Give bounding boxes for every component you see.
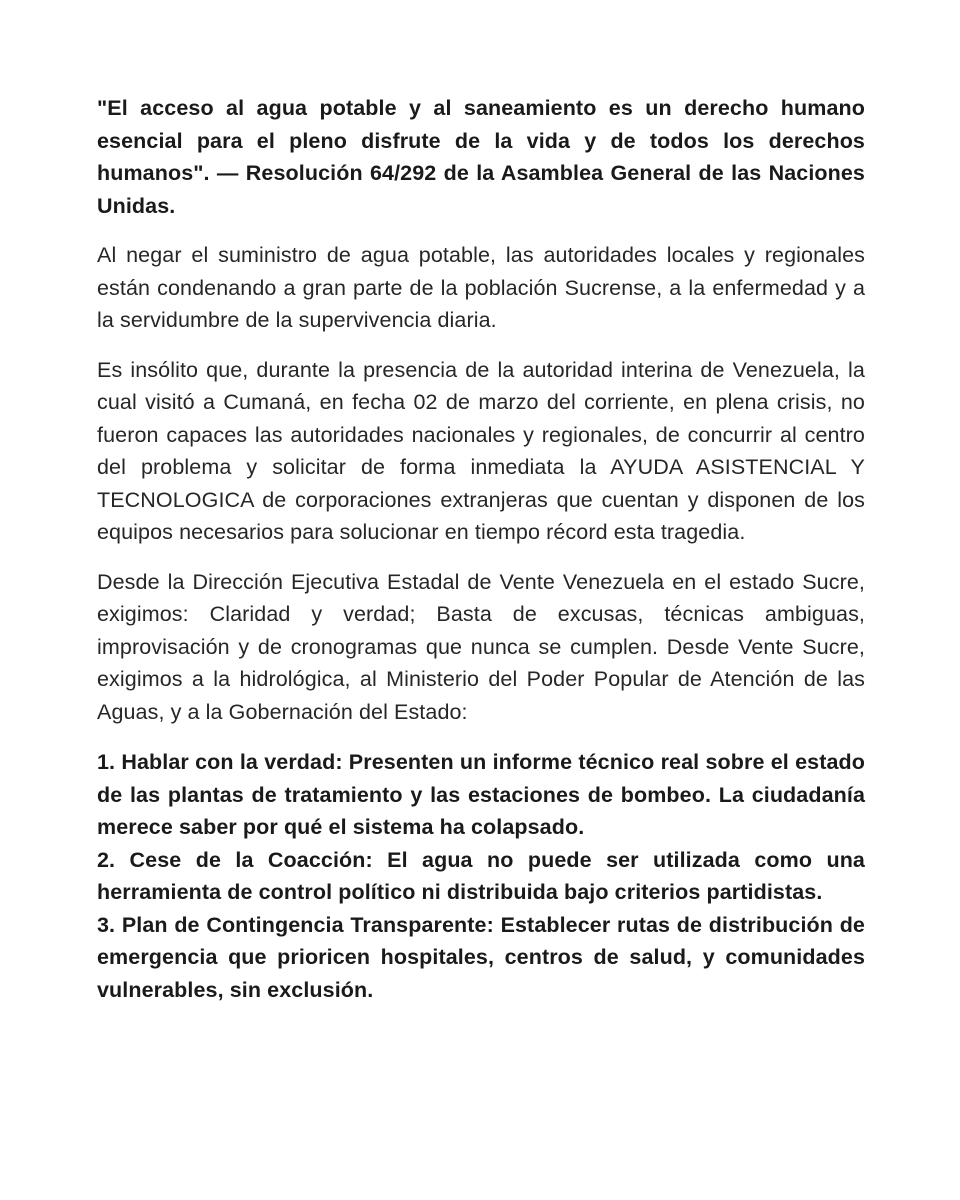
demand-item-no-coercion: 2. Cese de la Coacción: El agua no puede ser utilizada como una herramienta de control político ni distribuida bajo criterios partidistas. xyxy=(97,847,865,904)
paragraph-denial-of-water: Al negar el suministro de agua potable, las autoridades locales y regionales están condenando a gran parte de la población Sucrense, a la enfermedad y a la servidumbre de la supervivencia diaria. xyxy=(97,243,865,332)
document-page xyxy=(97,92,865,1006)
paragraph-interim-authority-visit: Es insólito que, durante la presencia de la autoridad interina de Venezuela, la cual visitó a Cumaná, en fecha 02 de marzo del corriente, en plena crisis, no fueron capaces las autoridades nacionales y regionales, de concurrir al centro del problema y solicitar de forma inmediata la AYUDA ASISTENCIAL Y TECNOLOGICA de corporaciones extranjeras que cuentan y disponen de los equipos necesarios para solucionar en tiempo récord esta tragedia. xyxy=(97,357,865,544)
demands-list xyxy=(97,746,865,1006)
demand-item-contingency-plan: 3. Plan de Contingencia Transparente: Establecer rutas de distribución de emergencia que prioricen hospitales, centros de salud, y comunidades vulnerables, sin exclusión. xyxy=(97,912,865,1002)
paragraph-vente-demands-intro: Desde la Dirección Ejecutiva Estadal de Vente Venezuela en el estado Sucre, exigimos: Claridad y verdad; Basta de excusas, técnicas ambiguas, improvisación y de cronogramas que nunca se cumplen. Desde Vente Sucre, exigimos a la hidrológica, al Ministerio del Poder Popular de Atención de las Aguas, y a la Gobernación del Estado: xyxy=(97,569,865,724)
demand-item-truth: 1. Hablar con la verdad: Presenten un informe técnico real sobre el estado de las plantas de tratamiento y las estaciones de bombeo. La ciudadanía merece saber por qué el sistema ha colapsado. xyxy=(97,750,865,839)
un-resolution-quote: "El acceso al agua potable y al saneamiento es un derecho humano esencial para el pleno disfrute de la vida y de todos los derechos humanos". — Resolución 64/292 de la Asamblea General de las Naciones Unidas. xyxy=(97,96,865,218)
